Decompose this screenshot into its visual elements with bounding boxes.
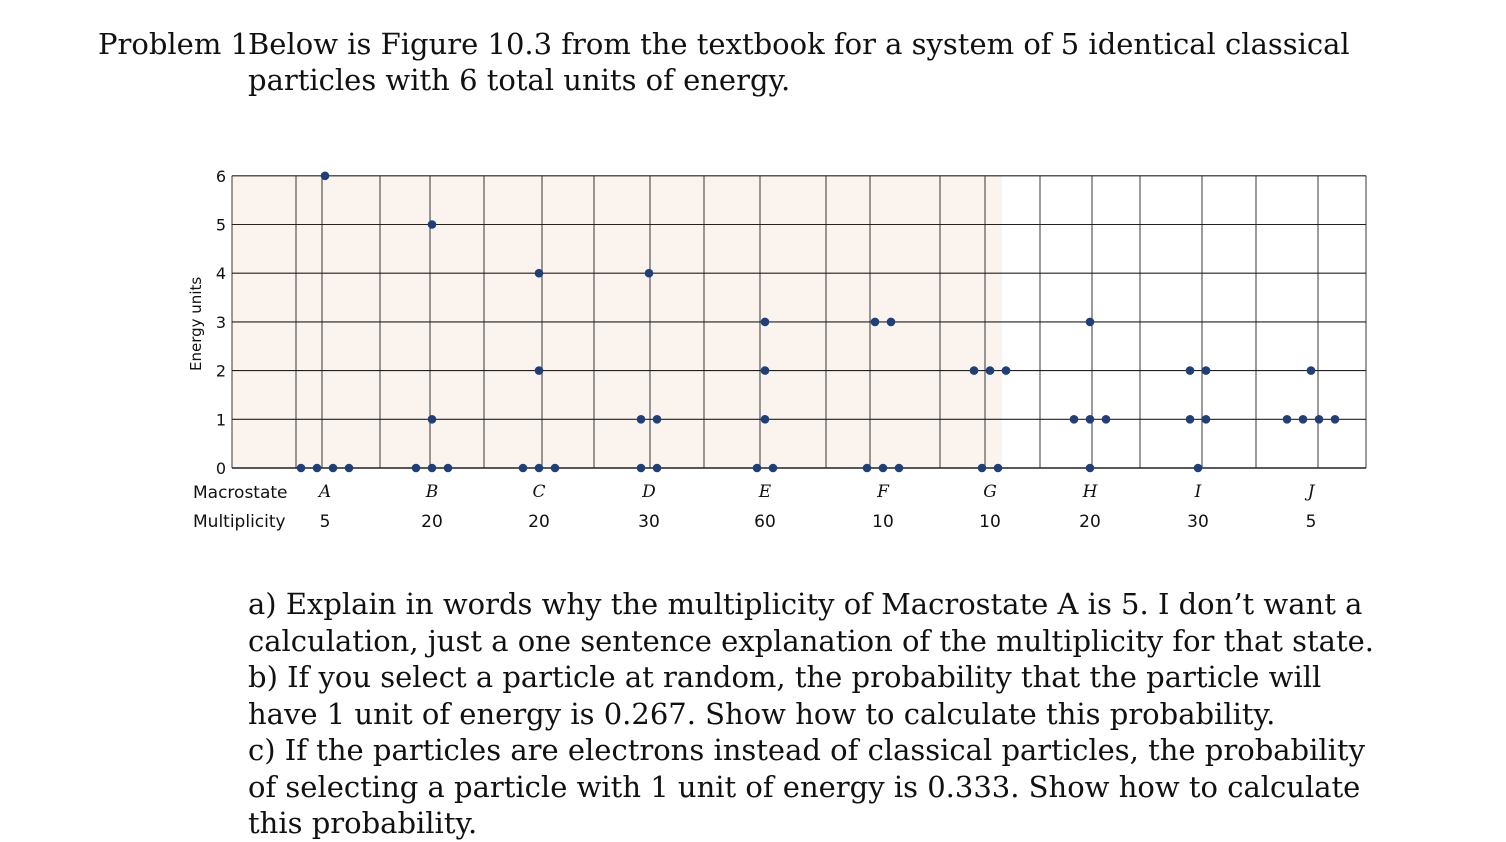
particle-dot <box>761 366 770 375</box>
particle-dot <box>761 318 770 327</box>
y-tick-label: 3 <box>215 312 226 332</box>
particle-dot <box>535 269 544 278</box>
particle-dot <box>637 415 646 424</box>
macrostate-label: G <box>983 482 997 502</box>
particle-dot <box>444 464 453 473</box>
particle-dot <box>1202 415 1211 424</box>
particle-dot <box>1070 415 1079 424</box>
multiplicity-value: 30 <box>1187 512 1209 532</box>
particle-dot <box>1102 415 1111 424</box>
particle-dot <box>1002 366 1011 375</box>
y-tick-label: 1 <box>215 410 226 430</box>
macrostate-label: D <box>642 482 656 502</box>
particle-dot <box>994 464 1003 473</box>
particle-dot <box>769 464 778 473</box>
y-tick-label: 2 <box>215 361 226 381</box>
particle-dot <box>871 318 880 327</box>
particle-dot <box>863 464 872 473</box>
multiplicity-row-label: Multiplicity <box>193 512 286 532</box>
particle-dot <box>1086 415 1095 424</box>
energy-level-figure <box>0 150 1506 550</box>
y-tick-label: 0 <box>215 459 226 478</box>
particle-dot <box>428 220 437 229</box>
particle-dot <box>1315 415 1324 424</box>
particle-dot <box>986 366 995 375</box>
macrostate-label: F <box>877 482 889 502</box>
y-tick-label: 5 <box>215 215 226 235</box>
particle-dot <box>761 415 770 424</box>
macrostate-label: J <box>1307 482 1315 502</box>
particle-dot <box>1086 318 1095 327</box>
multiplicity-value: 20 <box>1079 512 1101 532</box>
problem-statement: Below is Figure 10.3 from the textbook for a system of 5 identical classical particles with 6 total units of energy. <box>248 27 1350 97</box>
multiplicity-value: 30 <box>638 512 660 532</box>
question-b: b) If you select a particle at random, the probability that the particle will have 1 unit of energy is 0.267. Show how to calculate this probability. <box>248 660 1322 731</box>
macrostate-label: I <box>1194 482 1202 502</box>
particle-dot <box>535 366 544 375</box>
particle-dot <box>753 464 762 473</box>
particle-dot <box>1186 366 1195 375</box>
particle-dot <box>519 464 528 473</box>
multiplicity-value: 5 <box>319 512 331 532</box>
question-c: c) If the particles are electrons instead of classical particles, the probability of selecting a particle with 1 unit of energy is 0.333. Show how to calculate this probability. <box>248 733 1365 840</box>
particle-dot <box>313 464 322 473</box>
particle-dot <box>428 415 437 424</box>
particle-dot <box>345 464 354 473</box>
particle-dot <box>978 464 987 473</box>
multiplicity-value: 60 <box>754 512 776 532</box>
questions <box>248 586 1378 842</box>
particle-dot <box>1307 366 1316 375</box>
y-axis-label: Energy units <box>187 276 205 371</box>
particle-dot <box>329 464 338 473</box>
particle-dot <box>535 464 544 473</box>
particle-dot <box>1086 464 1095 473</box>
particle-dot <box>653 415 662 424</box>
particle-dot <box>1202 366 1211 375</box>
particle-dot <box>653 464 662 473</box>
multiplicity-value: 5 <box>1305 512 1317 532</box>
particle-dot <box>321 172 330 181</box>
y-tick-label: 6 <box>215 166 226 186</box>
multiplicity-value: 10 <box>872 512 894 532</box>
particle-dot <box>645 269 654 278</box>
macrostate-label: C <box>532 482 546 502</box>
particle-dot <box>551 464 560 473</box>
macrostate-label: A <box>318 482 332 502</box>
question-a: a) Explain in words why the multiplicity of Macrostate A is 5. I don’t want a calculation, just a one sentence explanation of the multiplicity for that state. <box>248 587 1374 658</box>
particle-dot <box>637 464 646 473</box>
macrostate-row-label: Macrostate <box>193 483 288 503</box>
particle-dot <box>887 318 896 327</box>
particle-dot <box>297 464 306 473</box>
particle-dot <box>428 464 437 473</box>
particle-dot <box>1194 464 1203 473</box>
particle-dot <box>1331 415 1340 424</box>
multiplicity-value: 20 <box>421 512 443 532</box>
macrostate-label: E <box>758 482 772 502</box>
particle-dot <box>1299 415 1308 424</box>
problem-label: Problem 1 <box>98 27 250 61</box>
macrostate-label: H <box>1082 482 1098 502</box>
multiplicity-value: 10 <box>979 512 1001 532</box>
particle-dot <box>1283 415 1292 424</box>
y-tick-label: 4 <box>215 264 226 284</box>
multiplicity-value: 20 <box>528 512 550 532</box>
particle-dot <box>895 464 904 473</box>
particle-dot <box>412 464 421 473</box>
particle-dot <box>879 464 888 473</box>
macrostate-label: B <box>425 482 439 502</box>
particle-dot <box>970 366 979 375</box>
particle-dot <box>1186 415 1195 424</box>
